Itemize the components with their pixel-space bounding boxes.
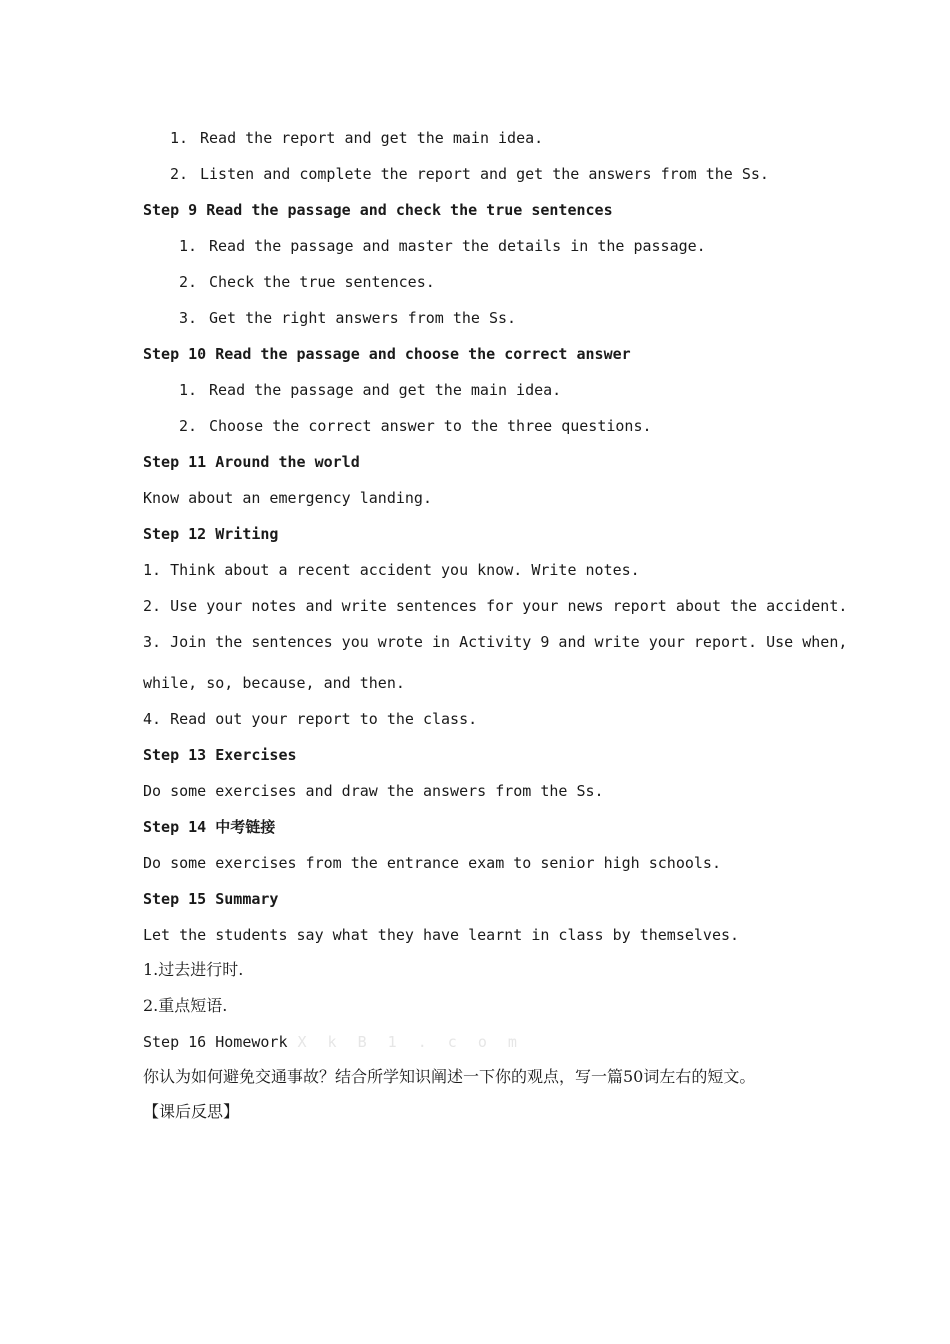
list-number: 1.	[179, 381, 198, 399]
list-text: Listen and complete the report and get the answers from the Ss.	[200, 165, 769, 183]
list-item	[179, 416, 652, 436]
list-text: Check the true sentences.	[209, 273, 435, 291]
watermark: X k B 1 . c o m	[297, 1033, 523, 1051]
paragraph: 2. Use your notes and write sentences for your news report about the accident.	[143, 597, 848, 615]
list-item	[179, 380, 561, 400]
list-text: Read the report and get the main idea.	[200, 129, 544, 147]
list-number: 2.	[179, 273, 198, 291]
list-number: 2.	[170, 165, 189, 183]
step-11-heading: Step 11 Around the world	[143, 453, 360, 471]
list-text: Get the right answers from the Ss.	[209, 309, 517, 327]
step-10-heading: Step 10 Read the passage and choose the correct answer	[143, 345, 631, 363]
step-13-text: Do some exercises and draw the answers from the Ss.	[143, 782, 604, 800]
step-14-heading: Step 14 中考链接	[143, 818, 276, 836]
paragraph: 1. Think about a recent accident you know. Write notes.	[143, 561, 640, 579]
summary-point: 2.重点短语.	[143, 996, 228, 1015]
summary-point: 1.过去进行时.	[143, 960, 244, 979]
paragraph: 3. Join the sentences you wrote in Activity 9 and write your report. Use when,	[143, 633, 848, 651]
step-16-line	[143, 1032, 523, 1052]
list-number: 2.	[179, 417, 198, 435]
reflection-heading: 【课后反思】	[143, 1102, 240, 1121]
homework-task: 你认为如何避免交通事故？结合所学知识阐述一下你的观点，写一篇50词左右的短文。	[143, 1067, 756, 1086]
step-12-heading: Step 12 Writing	[143, 525, 279, 543]
list-text: Read the passage and master the details in the passage.	[209, 237, 706, 255]
step-14-text: Do some exercises from the entrance exam to senior high schools.	[143, 854, 721, 872]
list-number: 1.	[170, 129, 189, 147]
list-item	[170, 128, 543, 148]
list-item	[179, 272, 435, 292]
step-16-heading: Step 16 Homework	[143, 1033, 288, 1051]
step-15-heading: Step 15 Summary	[143, 890, 279, 908]
list-number: 3.	[179, 309, 198, 327]
list-item	[170, 164, 769, 184]
step-13-heading: Step 13 Exercises	[143, 746, 297, 764]
paragraph: 4. Read out your report to the class.	[143, 710, 478, 728]
list-text: Read the passage and get the main idea.	[209, 381, 562, 399]
step-11-text: Know about an emergency landing.	[143, 489, 432, 507]
list-item	[179, 236, 706, 256]
step-9-heading: Step 9 Read the passage and check the true sentences	[143, 201, 613, 219]
list-number: 1.	[179, 237, 198, 255]
paragraph: while, so, because, and then.	[143, 674, 405, 692]
list-item	[179, 308, 516, 328]
step-15-text: Let the students say what they have learnt in class by themselves.	[143, 926, 740, 944]
list-text: Choose the correct answer to the three questions.	[209, 417, 652, 435]
